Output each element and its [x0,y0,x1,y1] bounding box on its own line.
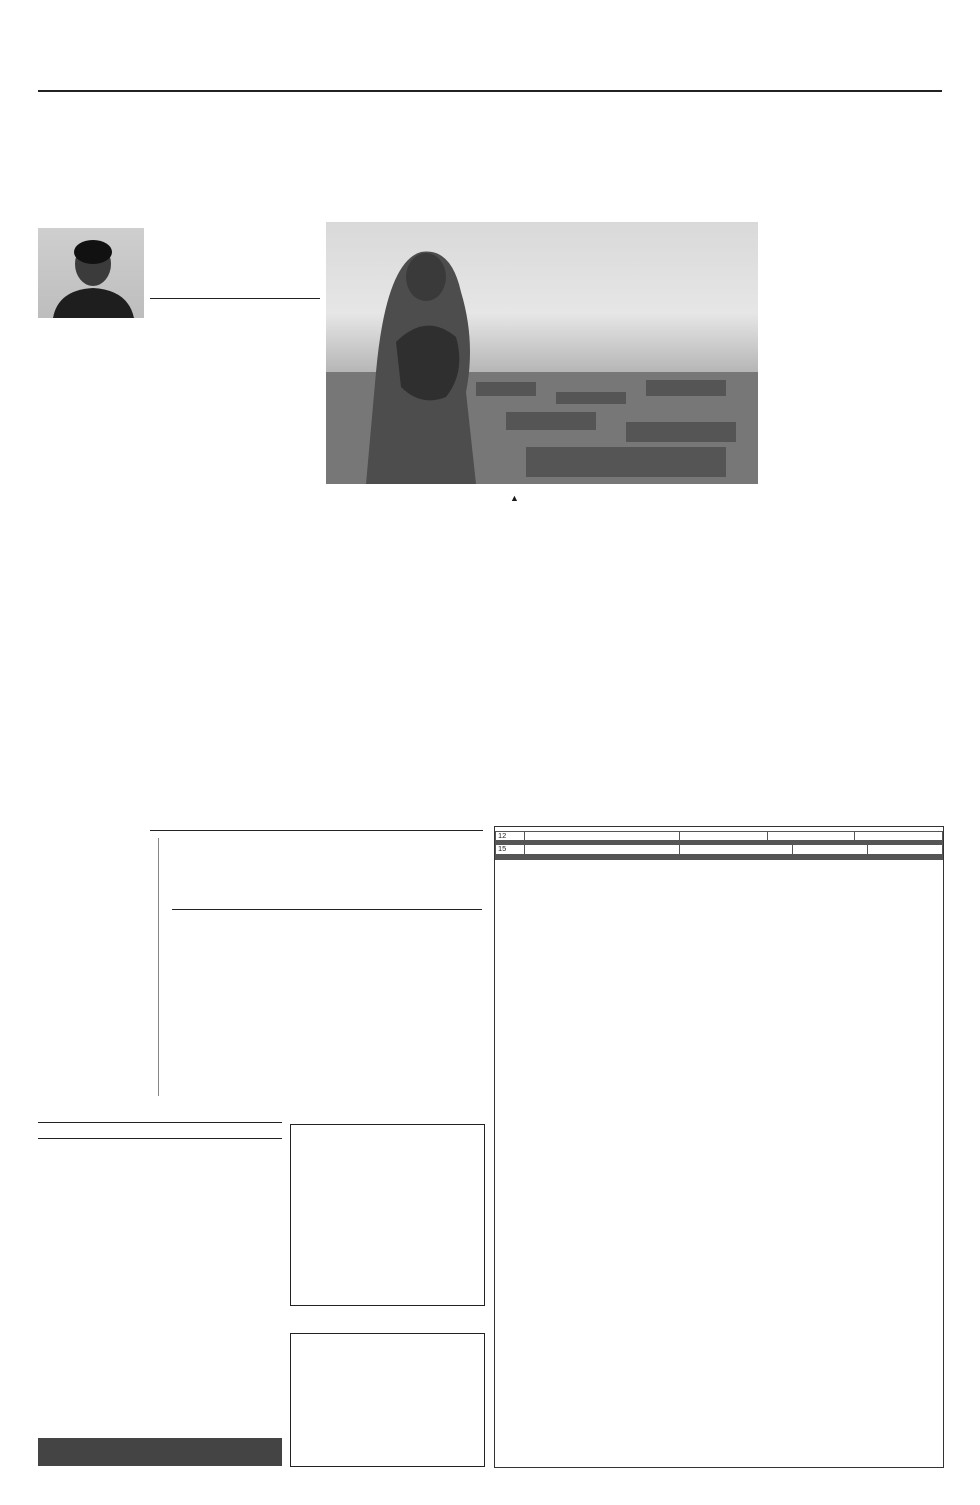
cell [767,832,855,841]
cell: 12 [496,832,525,841]
tender-table-15 [495,844,943,854]
crossword-grid [290,1124,485,1306]
crossword-title-rule [38,1138,282,1139]
table-row [496,832,943,841]
cell [855,832,943,841]
article-column-4 [782,240,942,810]
crossword-top-rule [38,1122,282,1123]
cell [680,845,793,854]
article-column-2 [322,490,484,820]
crossword-footer [38,1438,282,1466]
tender-notice [494,826,944,1468]
table-row [496,845,943,854]
letters-send-rule [172,909,482,910]
byline-rule [150,298,320,299]
article-column-3 [610,490,772,816]
article-column-1 [150,398,312,820]
letters-left-rule [158,838,159,1096]
cell [793,845,868,854]
author-photo [38,228,144,318]
refugee-camp-photo-icon [326,222,758,484]
cell: 15 [496,845,525,854]
tender-fine-print [495,860,943,864]
author-portrait-icon [38,228,144,318]
letter-column-2 [333,945,483,1085]
masthead-rule [38,90,942,92]
cell [525,832,680,841]
cell [680,832,768,841]
letters-top-rule [150,830,483,831]
crossword-clues-col2 [120,1142,200,1146]
article-photo [326,222,758,484]
answers-grid [290,1333,485,1467]
cell [868,845,943,854]
tender-table-mid [495,831,943,841]
cell [525,845,680,854]
letter-column-1 [172,945,322,1095]
photo-caption-marker-icon: ▲ [510,493,519,503]
